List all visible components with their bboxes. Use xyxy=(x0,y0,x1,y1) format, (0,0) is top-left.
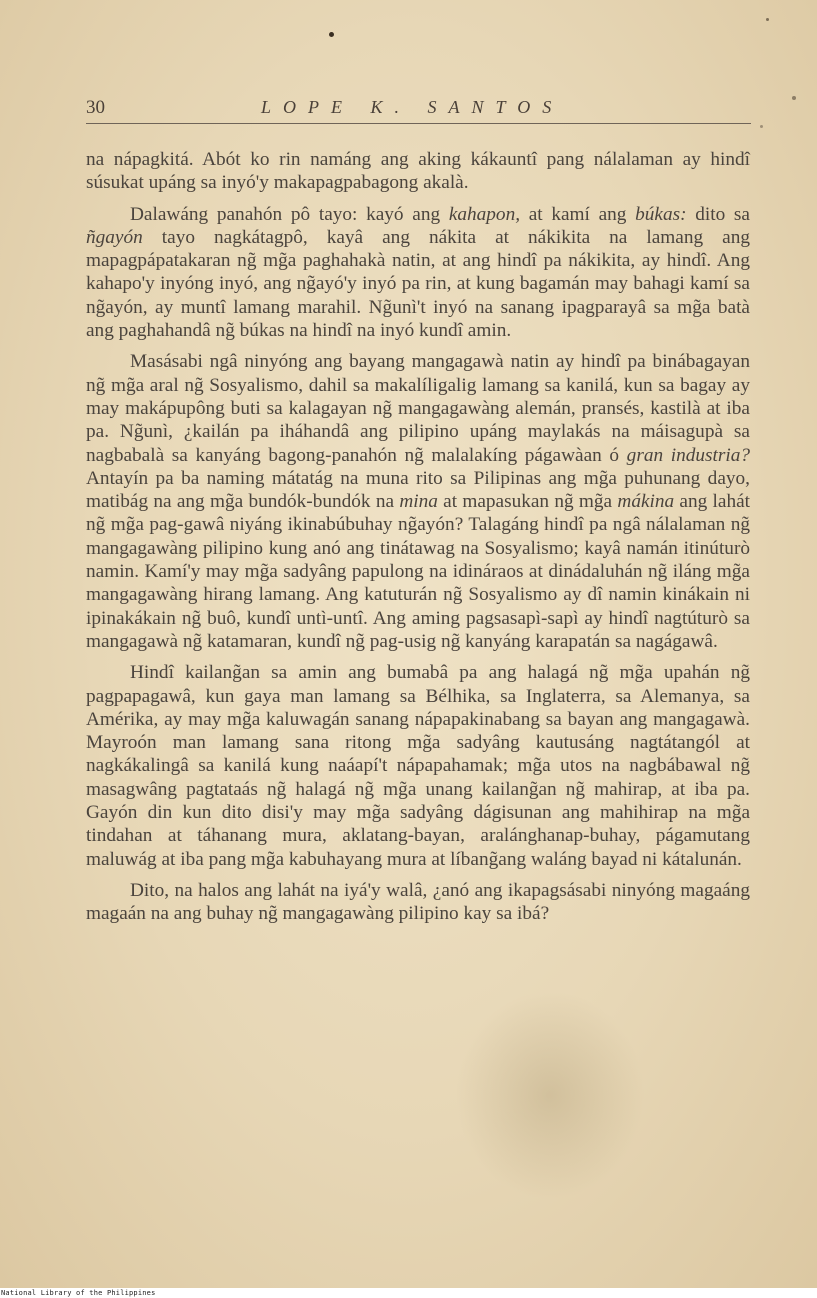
italic-term: búkas: xyxy=(635,203,687,225)
text-run: Dito, na halos ang lahát na iyá'y walâ, ¿anó ang ikapagsásabi ninyóng magaáng magaán na ang buhay ng̃ mangagawàng pilipino kay sa ibá? xyxy=(86,879,750,925)
library-credit: National Library of the Philippines xyxy=(1,1289,156,1297)
running-head: LOPE K. SANTOS xyxy=(261,97,564,117)
text-run: Dalawáng panahón pô tayo: kayó ang xyxy=(130,203,449,225)
page-number: 30 xyxy=(86,97,105,118)
italic-term: kahapon, xyxy=(448,203,521,225)
ink-speck xyxy=(766,18,769,21)
paragraph xyxy=(86,350,750,653)
page-header xyxy=(86,97,751,124)
italic-term: gran industria? xyxy=(626,444,750,466)
text-run: Masásabi ngâ ninyóng ang bayang mangagawà natin ay hindî pa binábagayan ng̃ mg̃a aral ng̃ Sosyalismo, dahil sa makalíligalig lamang sa kanilá, kun sa bagay ay may makápupông buti sa kalagayan ng̃ mangagawàng alemán, pransés, kastilà at iba pa. Ng̃unì, ¿kailán pa iháhandâ ang pilipino upáng maylakás na máisagupà sa nagbabalà sa kanyáng bagong-panahón ng̃ malalakíng págawàan ó xyxy=(86,351,750,466)
text-run: na nápagkitá. Abót ko rin namáng ang aking kákauntî pang nálalaman ay hindî súsukat upáng sa inyó'y makapagpabagong akalà. xyxy=(86,149,750,194)
paragraph xyxy=(86,661,750,871)
ink-speck xyxy=(329,32,334,37)
paragraph xyxy=(86,879,750,926)
ink-speck xyxy=(760,125,763,128)
text-run: ang lahát ng̃ mg̃a pag-gawâ niyáng ikinabúbuhay ng̃ayón? Talagáng hindî pa ngâ nálalaman ng̃ mangagawàng pilipino kung anó ang tinátawag na Sosyalismo; kayâ namán itinúturò namin. Kamí'y may mg̃a sadyâng papulong na idináraos at dinádaluhán ng̃ iláng mg̃a mangagawàng hirang lamang. Ang katuturán ng̃ Sosyalismo ay dî namin kinákain ni ipinakákain ng̃ buô, kundî untì-untî. Ang aming pagsasapì-sapì ay hindî nagtúturò sa mangagawà ng̃ katamaran, kundî ng̃ pag-usig ng̃ kanyáng karapatán sa nagágawâ. xyxy=(86,491,751,652)
paragraph xyxy=(86,203,750,343)
italic-term: mina xyxy=(399,491,438,513)
text-run: at mapasukan ng̃ mg̃a xyxy=(437,491,618,513)
ink-speck xyxy=(792,96,796,100)
text-run: tayo nagkátagpô, kayâ ang nákita at nákikita na lamang ang mapagpápatakaran ng̃ mg̃a paghahakà natin, at ang hindî pa nákikita, ay hindî. Ang kahapo'y inyóng inyó, ang ng̃ayó'y inyó pa rin, at kung bagamán may bahagi kamí sa ng̃ayón, ay muntî lamang marahil. Ng̃unì't inyó na sanang ipagparayâ sa mg̃a batà ang paghahandâ ng̃ búkas na hindî na inyó kundî amin. xyxy=(86,226,750,342)
paragraph xyxy=(86,148,750,195)
text-run: Hindî kailang̃an sa amin ang bumabâ pa ang halagá ng̃ mg̃a upahán ng̃ pagpapagawâ, kun gaya man lamang sa Bélhika, sa Inglaterra, sa Alemanya, sa Amérika, ay may mg̃a kaluwagán sanang nápapakinabang sa bayan ang mangagawà. Mayroón man lamang sana ritong mg̃a sadyâng kautusáng nagtátangól at nagkákalingâ sa kanilá kung naáapí't nápapahamak; mg̃a utos na nagbábawal ng̃ masagwâng pagtataás ng̃ halagá ng̃ mg̃a unang kailang̃an ng̃ mahirap, at iba pa. Gayón din kun dito disi'y may mg̃a sadyâng dágisunan ang mahihirap na mg̃a tindahan at táhanang mura, aklatang-bayan, aralánghanap-buhay, págamutang maluwág at iba pang mg̃a kabuhayang mura at líbang̃ang waláng bayad ni kátalunán. xyxy=(86,662,750,870)
text-run: at kamí ang xyxy=(520,203,636,225)
body-text xyxy=(86,148,750,926)
paper-stain xyxy=(455,990,645,1200)
italic-term: ñgayón xyxy=(86,226,143,248)
italic-term: mákina xyxy=(617,491,675,513)
text-run: Antayín pa ba naming mátatág na muna rito sa Pilipinas ang mg̃a puhunang dayo, matibág na ang mg̃a bundók-bundók na xyxy=(86,467,750,513)
text-run: dito sa xyxy=(686,203,750,225)
